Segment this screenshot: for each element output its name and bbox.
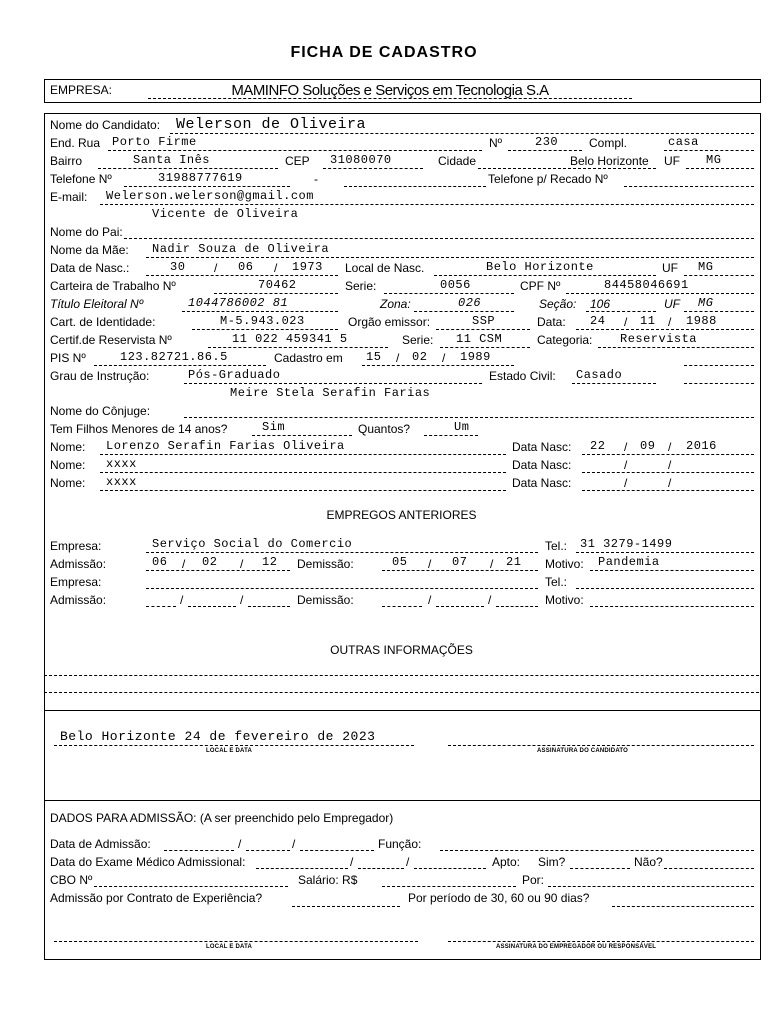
serie-label: Serie: — [345, 279, 377, 293]
data-adm-line3 — [300, 850, 374, 851]
id-data-line — [576, 329, 754, 330]
cpf-value[interactable]: 84458046691 — [604, 278, 689, 292]
titulo-line — [182, 311, 338, 312]
salario-label: Salário: R$ — [298, 873, 358, 887]
secao-line — [586, 311, 656, 312]
secao-label: Seção: — [539, 297, 577, 311]
pis-line — [94, 365, 266, 366]
recado-line — [624, 186, 754, 187]
filho2-line — [100, 472, 506, 473]
slash: / — [406, 855, 410, 869]
categoria-line — [598, 347, 754, 348]
quantos-value[interactable]: Um — [454, 420, 470, 434]
apto-nao[interactable]: Não? — [634, 855, 663, 869]
empregos-heading: EMPREGOS ANTERIORES — [326, 508, 477, 522]
empresa-label: EMPRESA: — [50, 83, 113, 97]
cpf-label: CPF Nº — [520, 279, 561, 293]
emp1-adm-label: Admissão: — [50, 557, 107, 571]
slash: / — [428, 557, 432, 571]
emp2-adm-line1 — [146, 606, 176, 607]
emp1-dem-year[interactable]: 21 — [506, 555, 522, 569]
filho3-label: Nome: — [50, 476, 86, 490]
mae-value[interactable]: Nadir Souza de Oliveira — [152, 242, 330, 256]
conjuge-line — [184, 417, 754, 418]
civil-value[interactable]: Casado — [576, 368, 623, 382]
pai-value[interactable]: Vicente de Oliveira — [152, 207, 299, 221]
serie-line — [384, 293, 514, 294]
emp1-dem-month[interactable]: 07 — [452, 555, 468, 569]
emp2-adm-line2 — [188, 606, 236, 607]
filhos-value[interactable]: Sim — [262, 420, 286, 434]
numero-line — [508, 150, 582, 151]
telefone-line2 — [344, 186, 486, 187]
slash: / — [214, 261, 218, 275]
serie-res-line — [440, 347, 530, 348]
pai-label: Nome do Pai: — [50, 225, 123, 239]
cad-year[interactable]: 1989 — [460, 350, 491, 364]
slash: / — [668, 440, 672, 454]
data-adm-line2 — [246, 850, 290, 851]
pai-line — [124, 238, 754, 239]
id-month[interactable]: 11 — [640, 314, 656, 328]
salario-line — [382, 886, 516, 887]
emp2-adm-line3 — [248, 606, 290, 607]
conjuge-value[interactable]: Meire Stela Serafin Farias — [230, 386, 431, 400]
zona-label: Zona: — [380, 297, 411, 311]
filho3-line — [100, 490, 506, 491]
uf-nasc-line — [684, 275, 754, 276]
uf-titulo-value[interactable]: MG — [698, 296, 714, 310]
cand-sign-label: ASSINATURA DO CANDIDATO — [537, 748, 629, 754]
filhos-label: Tem Filhos Menores de 14 anos? — [50, 422, 228, 436]
data-adm-label: Data de Admissão: — [50, 837, 151, 851]
local-data-label: LOCAL E DATA — [206, 748, 253, 754]
periodo-label: Por período de 30, 60 ou 90 dias? — [408, 891, 590, 905]
emp2-adm-label: Admissão: — [50, 593, 107, 607]
emp-sign-label: ASSINATURA DO EMPREGADOR OU RESPONSÁVEL — [496, 944, 657, 950]
cad-day[interactable]: 15 — [366, 350, 382, 364]
data-adm-line1 — [164, 850, 234, 851]
funcao-line — [440, 850, 754, 851]
emp1-motivo-value[interactable]: Pandemia — [598, 555, 660, 569]
outras-heading: OUTRAS INFORMAÇÕES — [330, 643, 473, 657]
civil-extra-line — [684, 383, 754, 384]
compl-label: Compl. — [589, 136, 628, 150]
slash: / — [240, 557, 244, 571]
emp1-dem-line — [382, 570, 538, 571]
local-nasc-value[interactable]: Belo Horizonte — [486, 260, 594, 274]
cidade-line — [478, 168, 656, 169]
filho2-nasc-line — [582, 472, 754, 473]
por-label: Por: — [522, 873, 545, 887]
carteira-line — [214, 293, 338, 294]
slash: / — [488, 593, 492, 607]
filho2-value[interactable]: xxxx — [106, 457, 137, 471]
orgao-value[interactable]: SSP — [472, 314, 496, 328]
cpf-line — [566, 293, 754, 294]
local-nasc-label: Local de Nasc. — [345, 261, 425, 275]
emp2-motivo-line — [590, 606, 754, 607]
identidade-line — [192, 329, 338, 330]
categoria-value[interactable]: Reservista — [620, 332, 698, 346]
cbo-line — [94, 886, 288, 887]
emp1-empresa-label: Empresa: — [50, 539, 102, 553]
admissao-heading: DADOS PARA ADMISSÃO: (A ser preenchido pelo Empregador) — [50, 811, 394, 825]
emp2-dem-line3 — [496, 606, 538, 607]
filho3-nasc-line — [582, 490, 754, 491]
telefone-line — [124, 186, 290, 187]
rua-line — [108, 150, 482, 151]
emp1-adm-month[interactable]: 02 — [202, 555, 218, 569]
filho2-label: Nome: — [50, 458, 86, 472]
quantos-label: Quantos? — [358, 422, 411, 436]
emp2-tel-line — [576, 588, 754, 589]
emp-local-label: LOCAL E DATA — [206, 944, 253, 950]
zona-value[interactable]: 026 — [458, 296, 482, 310]
uf-titulo-line — [684, 311, 754, 312]
emp1-tel-label: Tel.: — [545, 539, 568, 553]
slash: / — [274, 261, 278, 275]
emp2-dem-line2 — [436, 606, 484, 607]
outras-line2 — [44, 692, 759, 693]
slash: / — [396, 351, 400, 365]
emp1-empresa-value[interactable]: Serviço Social do Comercio — [152, 537, 353, 551]
emp2-dem-label: Demissão: — [297, 593, 354, 607]
nome-label: Nome do Candidato: — [50, 118, 161, 132]
empresa-line — [148, 98, 632, 99]
exame-label: Data do Exame Médico Admissional: — [50, 855, 246, 869]
outras-line1 — [44, 675, 759, 676]
apto-nao-line — [664, 868, 754, 869]
emp-local-line — [54, 941, 418, 942]
admissao-divider — [44, 800, 760, 801]
slash: / — [624, 476, 628, 490]
nasc-day[interactable]: 30 — [170, 260, 186, 274]
filho1-nasc-line — [582, 454, 754, 455]
pis-extra-line — [684, 365, 754, 366]
mae-line — [146, 257, 754, 258]
cidade-label: Cidade — [438, 154, 477, 168]
filhos-line — [252, 435, 352, 436]
compl-value[interactable]: casa — [668, 135, 699, 149]
outras-divider — [44, 710, 760, 711]
orgao-line — [436, 329, 530, 330]
reservista-line — [208, 347, 388, 348]
slash: / — [624, 315, 628, 329]
cep-label: CEP — [285, 154, 310, 168]
identidade-label: Cart. de Identidade: — [50, 315, 156, 329]
slash: / — [238, 837, 242, 851]
emp-sign-line — [448, 941, 754, 942]
emp2-dem-line1 — [382, 606, 422, 607]
uf-value[interactable]: MG — [706, 153, 722, 167]
pis-label: PIS Nº — [50, 351, 86, 365]
telefone-label: Telefone Nº — [50, 172, 112, 186]
slash: / — [668, 476, 672, 490]
conjuge-label: Nome do Cônjuge: — [50, 404, 151, 418]
telefone-value[interactable]: 31988777619 — [158, 171, 243, 185]
categoria-label: Categoria: — [537, 333, 593, 347]
empresa-value: MAMINFO Soluções e Serviços em Tecnologia S.A — [231, 82, 549, 99]
exame-line3 — [414, 868, 486, 869]
funcao-label: Função: — [378, 837, 422, 851]
slash: / — [240, 593, 244, 607]
cidade-value[interactable]: Belo Horizonte — [570, 154, 649, 168]
id-day[interactable]: 24 — [590, 314, 606, 328]
apto-sim[interactable]: Sim? — [538, 855, 566, 869]
cand-sign-line — [448, 745, 754, 746]
exame-line2 — [358, 868, 404, 869]
serie-value[interactable]: 0056 — [440, 278, 471, 292]
quantos-line — [424, 435, 478, 436]
emp2-tel-label: Tel.: — [545, 575, 568, 589]
emp1-dem-label: Demissão: — [297, 557, 354, 571]
filho1-value[interactable]: Lorenzo Serafin Farias Oliveira — [106, 439, 345, 453]
grau-label: Grau de Instrução: — [50, 369, 150, 383]
filho1-nasc-label: Data Nasc: — [512, 440, 572, 454]
mae-label: Nome da Mãe: — [50, 243, 129, 257]
nasc-line — [146, 275, 338, 276]
carteira-value[interactable]: 70462 — [258, 278, 297, 292]
filho1-year[interactable]: 2016 — [686, 439, 717, 453]
serie-res-value[interactable]: 11 CSM — [456, 332, 503, 346]
cad-month[interactable]: 02 — [412, 350, 428, 364]
serie2-label: Serie: — [402, 333, 434, 347]
emp1-tel-line — [576, 552, 754, 553]
emp2-motivo-label: Motivo: — [545, 593, 584, 607]
slash: / — [442, 351, 446, 365]
num-label: Nº — [489, 136, 503, 150]
emp1-tel-value[interactable]: 31 3279-1499 — [580, 537, 673, 551]
compl-line — [664, 150, 754, 151]
cep-line — [323, 168, 423, 169]
local-nasc-line — [434, 275, 656, 276]
orgao-label: Orgão emissor: — [348, 315, 431, 329]
nome-line — [170, 133, 754, 134]
nasc-label: Data de Nasc.: — [50, 261, 130, 275]
slash: / — [180, 593, 184, 607]
emp1-adm-day[interactable]: 06 — [152, 555, 168, 569]
uf-label: UF — [664, 154, 680, 168]
filho1-label: Nome: — [50, 440, 86, 454]
slash: / — [428, 593, 432, 607]
zona-line — [414, 311, 514, 312]
contrato-line — [292, 906, 400, 907]
filho3-value[interactable]: xxxx — [106, 475, 137, 489]
local-data-line — [54, 745, 414, 746]
grau-value[interactable]: Pós-Graduado — [188, 368, 281, 382]
email-value[interactable]: Welerson.welerson@gmail.com — [106, 189, 314, 203]
slash: / — [624, 440, 628, 454]
cep-value[interactable]: 31080070 — [330, 153, 392, 167]
slash: / — [668, 458, 672, 472]
id-year[interactable]: 1988 — [686, 314, 717, 328]
id-data-label: Data: — [537, 315, 566, 329]
filho3-nasc-label: Data Nasc: — [512, 476, 572, 490]
cbo-label: CBO Nº — [50, 873, 93, 887]
filho1-day[interactable]: 22 — [590, 439, 606, 453]
end-label: End. Rua — [50, 136, 101, 150]
slash: / — [624, 458, 628, 472]
slash: / — [182, 557, 186, 571]
identidade-value[interactable]: M-5.943.023 — [220, 314, 305, 328]
local-data-value[interactable]: Belo Horizonte 24 de fevereiro de 2023 — [60, 729, 376, 744]
grau-line — [184, 383, 482, 384]
reservista-label: Certif.de Reservista Nº — [50, 333, 172, 347]
bairro-line — [98, 168, 278, 169]
emp1-dem-day[interactable]: 05 — [392, 555, 408, 569]
numero-value[interactable]: 230 — [535, 135, 559, 149]
slash: / — [668, 315, 672, 329]
secao-value[interactable]: 106 — [590, 297, 611, 311]
slash: / — [490, 557, 494, 571]
civil-line — [572, 383, 656, 384]
cadastro-line — [362, 365, 514, 366]
email-line — [100, 204, 754, 205]
nome-value[interactable]: Welerson de Oliveira — [176, 116, 367, 133]
emp1-empresa-line — [146, 552, 538, 553]
uf-nasc-value[interactable]: MG — [698, 260, 714, 274]
filho1-line — [100, 454, 506, 455]
slash: / — [350, 855, 354, 869]
contrato-label: Admissão por Contrato de Experiência? — [50, 891, 263, 905]
apto-label: Apto: — [492, 855, 521, 869]
carteira-label: Carteira de Trabalho Nº — [50, 279, 176, 293]
nasc-year[interactable]: 1973 — [292, 260, 323, 274]
uf-nasc-label: UF — [662, 261, 678, 275]
emp2-empresa-label: Empresa: — [50, 575, 102, 589]
recado-label: Telefone p/ Recado Nº — [488, 172, 608, 186]
email-label: E-mail: — [50, 190, 88, 204]
emp1-motivo-label: Motivo: — [545, 557, 584, 571]
titulo-label: Título Eleitoral Nº — [50, 297, 144, 311]
emp1-adm-year[interactable]: 12 — [262, 555, 278, 569]
slash: / — [292, 837, 296, 851]
emp1-adm-line — [146, 570, 290, 571]
uf-titulo-label: UF — [664, 297, 680, 311]
bairro-label: Bairro — [50, 154, 83, 168]
cadastro-label: Cadastro em — [274, 351, 343, 365]
form-title: FICHA DE CADASTRO — [290, 44, 478, 61]
apto-sim-line — [570, 868, 630, 869]
emp2-empresa-line — [146, 588, 538, 589]
exame-line1 — [256, 868, 348, 869]
telefone-dash: - — [314, 172, 318, 186]
reservista-value[interactable]: 11 022 459341 5 — [232, 332, 348, 346]
titulo-value[interactable]: 1044786002 81 — [188, 296, 289, 310]
nasc-month[interactable]: 06 — [238, 260, 254, 274]
rua-value[interactable]: Porto Firme — [112, 135, 197, 149]
filho1-month[interactable]: 09 — [640, 439, 656, 453]
uf-line — [686, 168, 754, 169]
periodo-line — [612, 906, 754, 907]
bairro-value[interactable]: Santa Inês — [133, 153, 211, 167]
pis-value[interactable]: 123.82721.86.5 — [120, 350, 228, 364]
emp1-motivo-line — [590, 570, 754, 571]
civil-label: Estado Civil: — [489, 369, 556, 383]
por-line — [548, 886, 754, 887]
filho2-nasc-label: Data Nasc: — [512, 458, 572, 472]
